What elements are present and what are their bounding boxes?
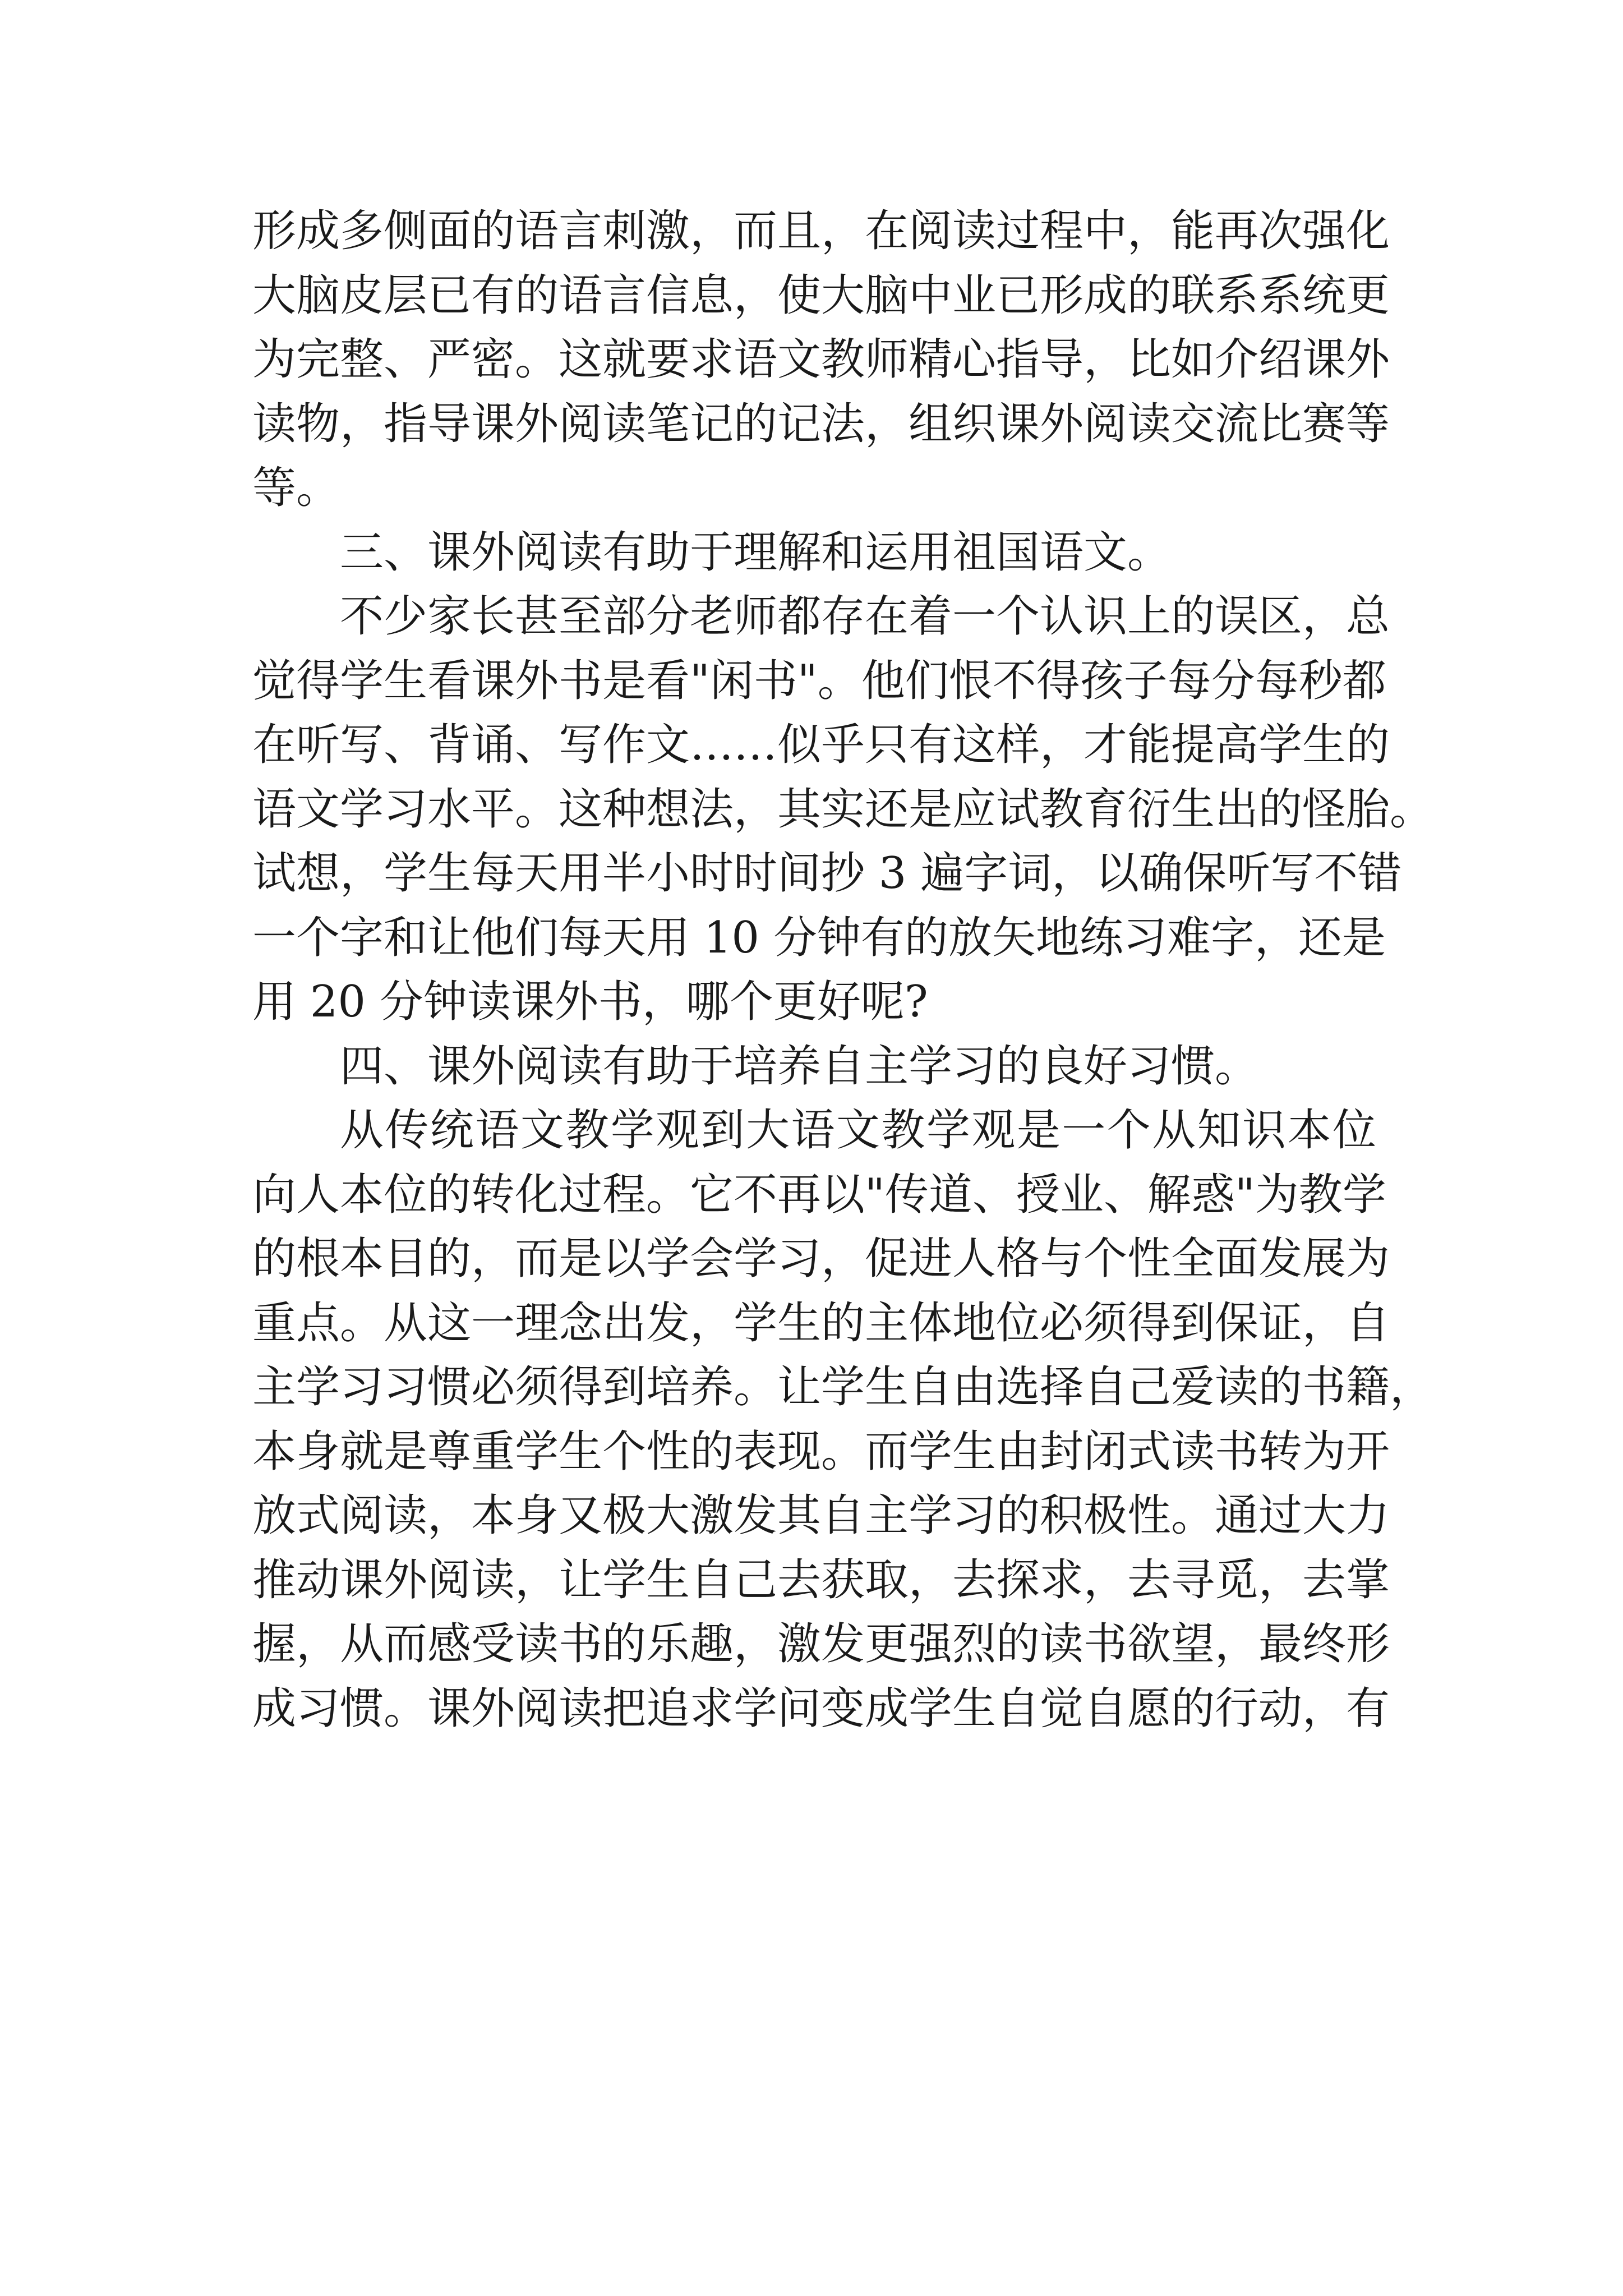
text-line: 不少家长甚至部分老师都存在着一个认识上的误区，总 xyxy=(340,591,1390,642)
text-line: 一个字和让他们每天用 10 分钟有的放矢地练习难字，还是 xyxy=(252,912,1386,963)
section-heading: 三、课外阅读有助于理解和运用祖国语文。 xyxy=(340,527,1172,578)
text-line: 在听写、背诵、写作文……似乎只有这样，才能提高学生的 xyxy=(252,720,1390,770)
text-line: 等。 xyxy=(252,463,340,513)
text-line: 语文学习水平。这种想法，其实还是应试教育衍生出的怪胎。 xyxy=(252,784,1434,835)
text-line: 为完整、严密。这就要求语文教师精心指导，比如介绍课外 xyxy=(252,334,1390,385)
text-line: 用 20 分钟读课外书，哪个更好呢? xyxy=(252,977,928,1027)
text-line: 的根本目的，而是以学会学习，促进人格与个性全面发展为 xyxy=(252,1234,1390,1284)
text-line: 读物，指导课外阅读笔记的记法，组织课外阅读交流比赛等 xyxy=(252,398,1390,449)
text-line: 觉得学生看课外书是看"闲书"。他们恨不得孩子每分每秒都 xyxy=(252,655,1386,706)
text-line: 推动课外阅读，让学生自己去获取，去探求，去寻觅，去掌 xyxy=(252,1554,1390,1605)
text-line: 放式阅读，本身又极大激发其自主学习的积极性。通过大力 xyxy=(252,1490,1390,1541)
text-line: 主学习习惯必须得到培养。让学生自由选择自己爱读的书籍， xyxy=(252,1362,1434,1412)
text-line: 向人本位的转化过程。它不再以"传道、授业、解惑"为教学 xyxy=(252,1169,1386,1220)
text-line: 本身就是尊重学生个性的表现。而学生由封闭式读书转为开 xyxy=(252,1426,1390,1477)
section-heading: 四、课外阅读有助于培养自主学习的良好习惯。 xyxy=(340,1041,1259,1092)
text-line: 从传统语文教学观到大语文教学观是一个从知识本位 xyxy=(340,1105,1376,1156)
text-line: 形成多侧面的语言刺激，而且，在阅读过程中，能再次强化 xyxy=(252,206,1390,256)
document-body xyxy=(252,199,1434,1741)
text-line: 成习惯。课外阅读把追求学问变成学生自觉自愿的行动，有 xyxy=(252,1683,1390,1734)
text-line: 重点。从这一理念出发，学生的主体地位必须得到保证，自 xyxy=(252,1297,1390,1349)
text-line: 握，从而感受读书的乐趣，激发更强烈的读书欲望，最终形 xyxy=(252,1619,1390,1669)
text-line: 大脑皮层已有的语言信息，使大脑中业已形成的联系系统更 xyxy=(252,270,1390,321)
text-line: 试想，学生每天用半小时时间抄 3 遍字词，以确保听写不错 xyxy=(252,848,1402,899)
